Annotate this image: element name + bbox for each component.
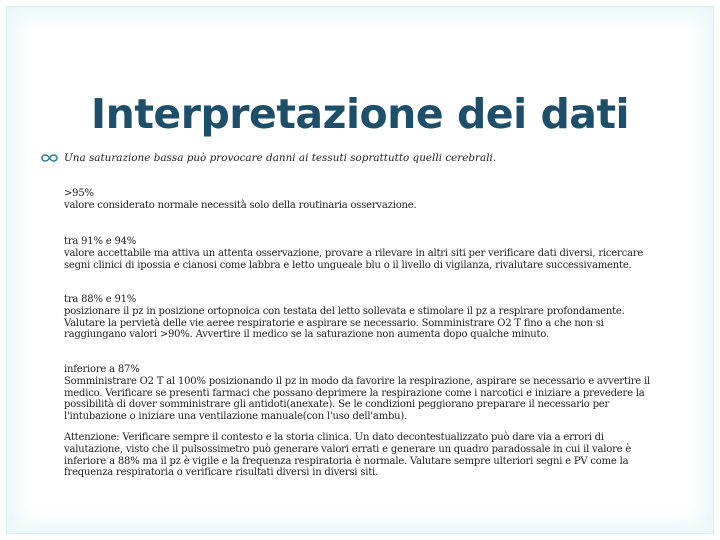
- block-line: Somministrare O2 T al 100% posizionando il pz in modo da favorire la respirazione, aspirare se necessario e avvertire il: [64, 375, 650, 387]
- block-line: raggiungano valori >90%. Avvertire il medico se la saturazione non aumenta dopo qualche minuto.: [64, 329, 549, 341]
- block-line: posizionare il pz in posizione ortopnoica con testata del letto sollevata e stimolare il pz a respirare profondamente.: [64, 305, 625, 317]
- range-block-below-87: [64, 364, 688, 423]
- lead-text: Una saturazione bassa può provocare danni ai tessuti soprattutto quelli cerebrali.: [64, 152, 497, 164]
- infinity-bullet-icon: [40, 152, 59, 164]
- block-line: segni clinici di ipossia e cianosi come labbra e letto ungueale blu o il livello di vigilanza, rivalutare successivamente.: [64, 259, 632, 271]
- slide-title: Interpretazione dei dati: [90, 90, 630, 138]
- block-line: l'intubazione o iniziare una ventilazione manuale(con l'uso dell'ambu).: [64, 411, 408, 423]
- block-line: valore considerato normale necessità solo della routinaria osservazione.: [64, 199, 417, 211]
- block-line: inferiore a 88% ma il pz è vigile e la frequenza respiratoria è normale. Valutare sempre ulteriori segni e PV come la: [64, 455, 629, 467]
- block-line: frequenza respiratoria o verificare risultati diversi in diversi siti.: [64, 467, 379, 479]
- block-line: possibilità di dover somministrare gli antidoti(anexate). Se le condizioni peggiorano preparare il necessario per: [64, 399, 610, 411]
- attention-note: [64, 432, 688, 479]
- range-block-91-94: [64, 236, 688, 271]
- block-line: Valutare la pervietà delle vie aeree respiratorie e aspirare se necessario. Somministrare O2 T fino a che non si: [64, 317, 604, 329]
- range-block-88-91: [64, 294, 688, 341]
- block-line: valore accettabile ma attiva un attenta osservazione, provare a rilevare in altri siti per verificare dati diversi, ricercare: [64, 247, 644, 259]
- block-line: inferiore a 87%: [64, 364, 140, 375]
- block-line: >95%: [64, 188, 94, 199]
- block-line: tra 88% e 91%: [64, 294, 137, 305]
- block-line: Attenzione: Verificare sempre il contesto e la storia clinica. Un dato decontestualizzato può dare via a errori di: [64, 432, 604, 443]
- block-line: tra 91% e 94%: [64, 236, 137, 247]
- range-block-above-95: [64, 188, 688, 212]
- block-line: valutazione, visto che il pulsossimetro può generare valori errati e generare un quadro paradossale in cui il valore è: [64, 443, 632, 455]
- block-line: medico. Verificare se presenti farmaci che possano deprimere la respirazione come i narcotici e iniziare a prevedere la: [64, 387, 645, 399]
